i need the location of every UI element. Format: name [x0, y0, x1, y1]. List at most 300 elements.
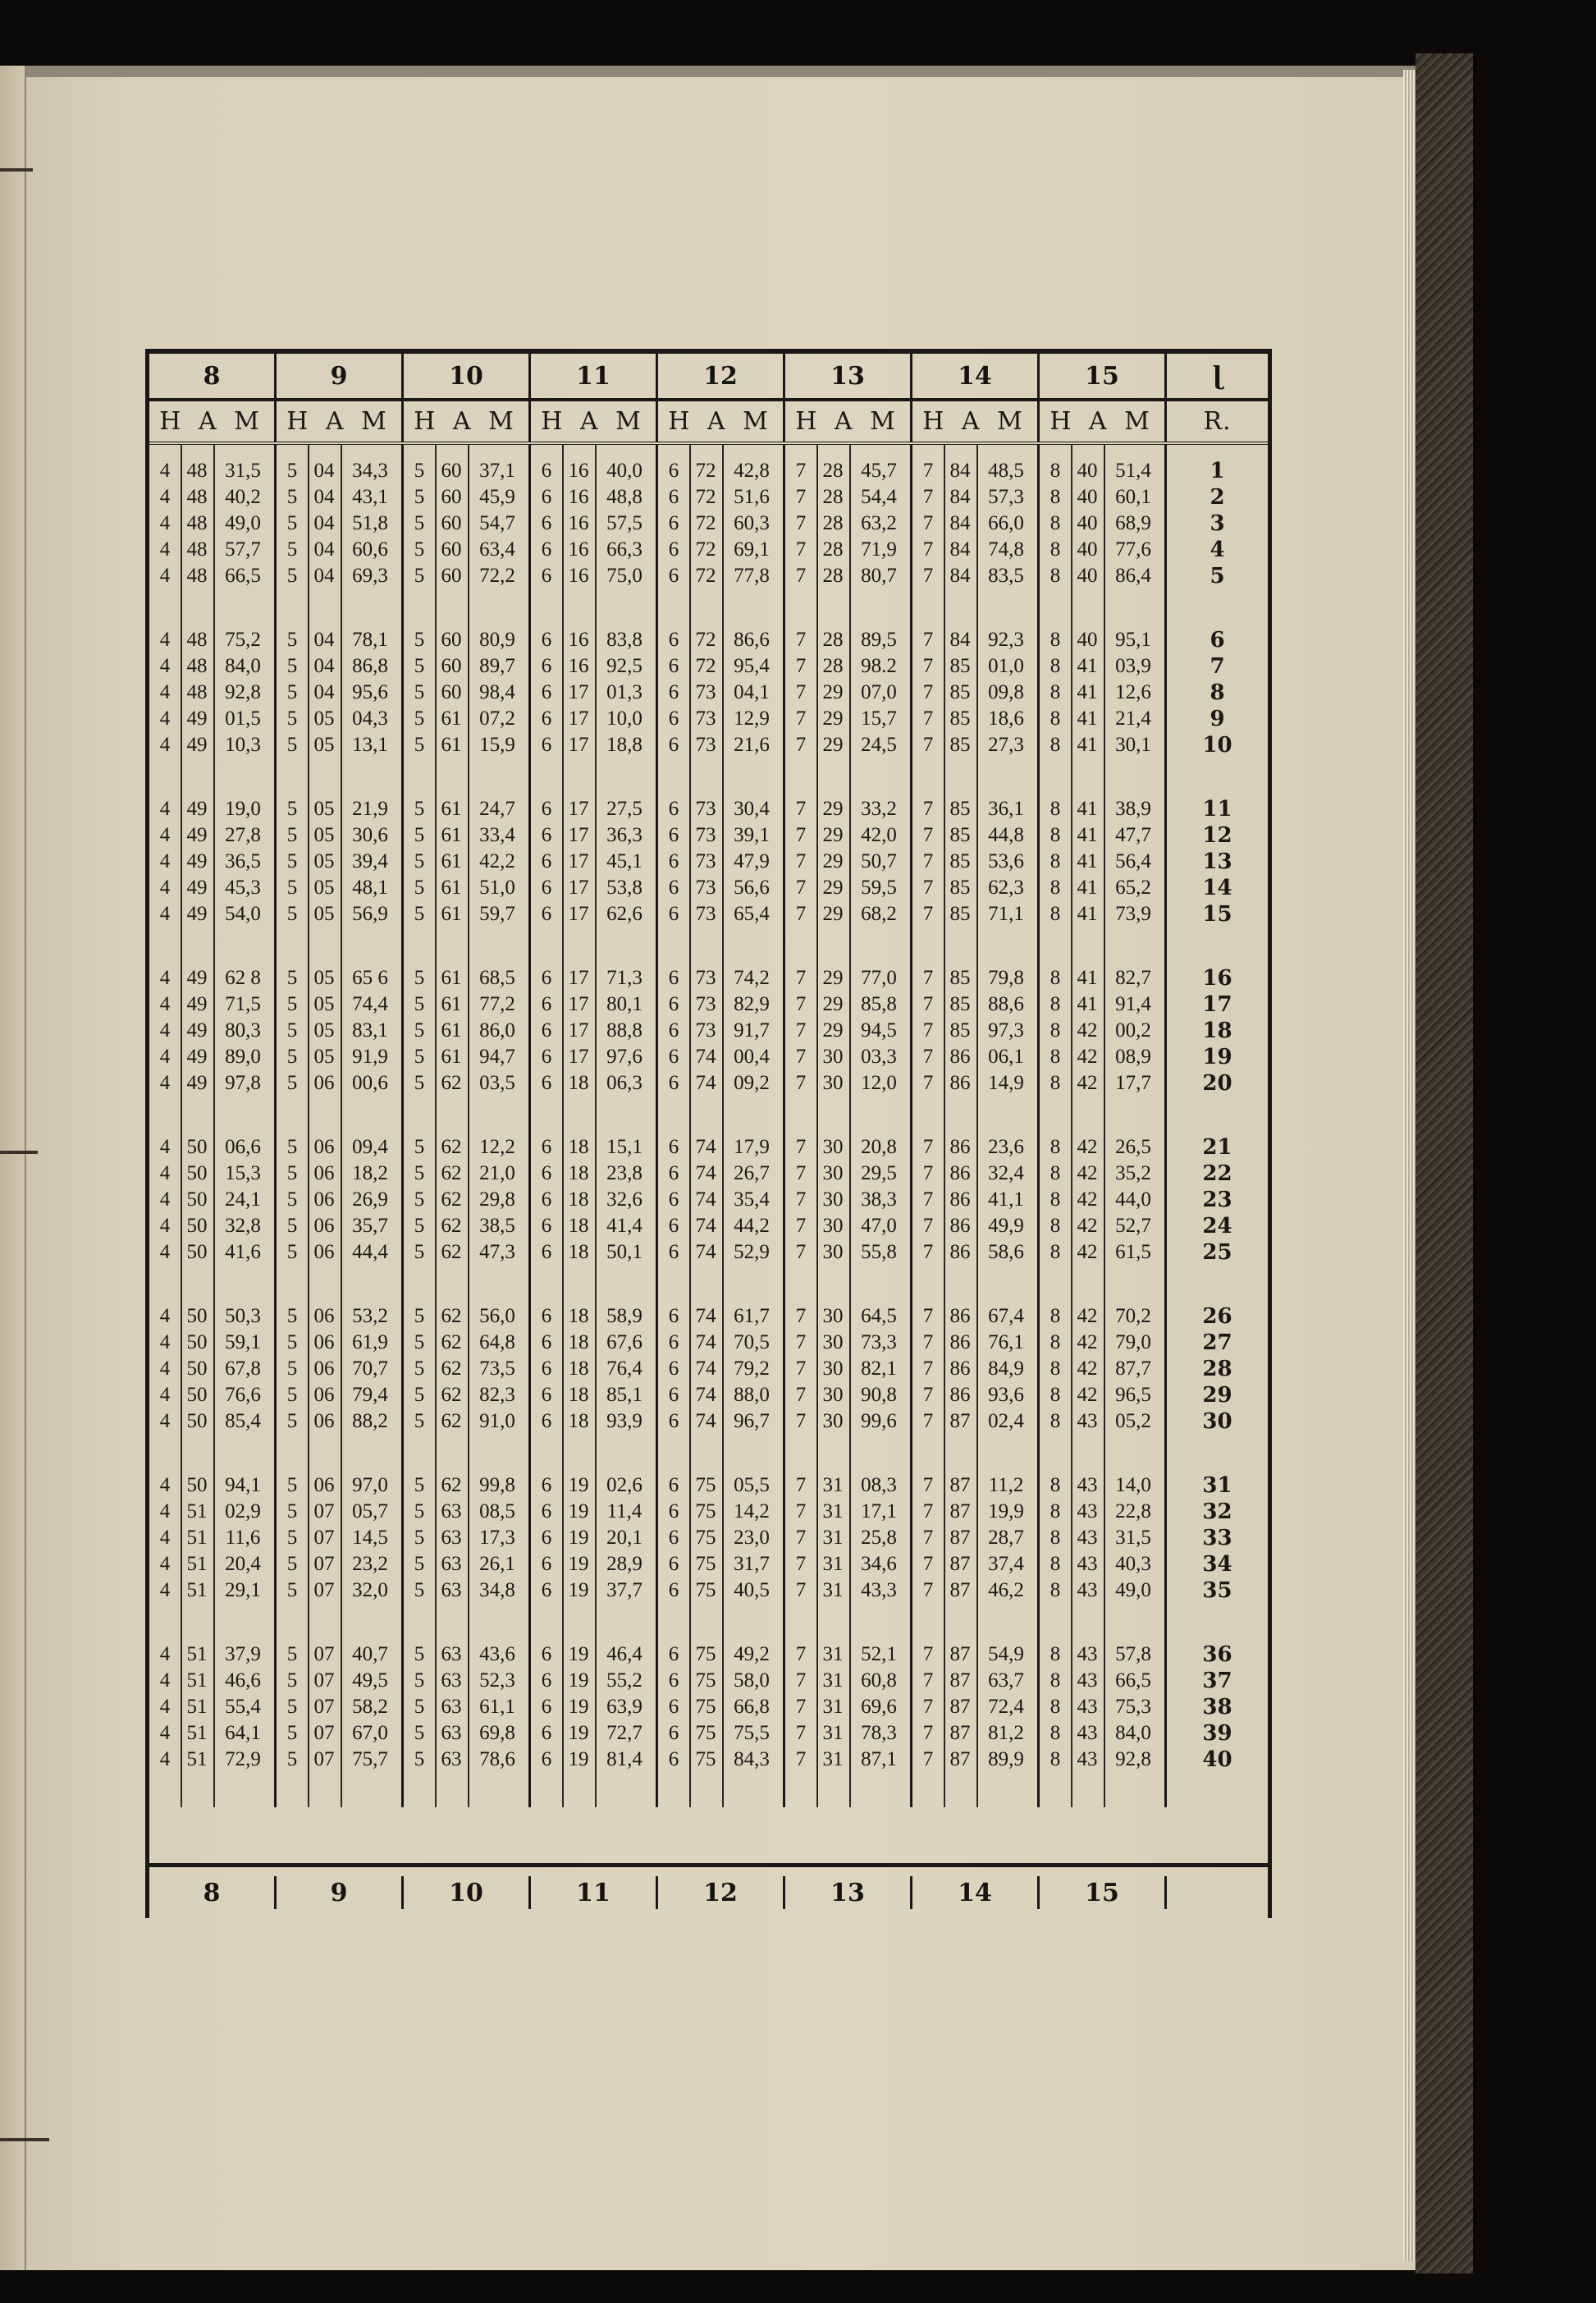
cell-h-value: 6 [668, 1748, 679, 1770]
cell-a-value: 43 [1077, 1553, 1098, 1575]
cell-m-value: 94,1 [225, 1474, 261, 1496]
cell-m-value: 12,0 [861, 1072, 897, 1094]
cell-h-value: 5 [414, 850, 425, 872]
table-row [658, 458, 785, 484]
cell-m-value: 22,8 [1115, 1500, 1151, 1522]
table-row [404, 563, 531, 589]
table-row [658, 1747, 785, 1773]
r-row [1167, 822, 1268, 849]
cell-h-value: 5 [414, 1046, 425, 1068]
sub-header-ham: H A M [149, 401, 277, 442]
r-column-block [1167, 796, 1268, 927]
cell-a-value: 62 [441, 1305, 462, 1327]
table-row [277, 965, 404, 991]
cell-a-value: 18 [568, 1410, 589, 1432]
cell-a-value: 04 [313, 486, 335, 508]
r-row [1167, 706, 1268, 732]
table-row [149, 849, 277, 875]
cell-a-value: 50 [186, 1188, 208, 1211]
cell-m-value: 35,2 [1115, 1162, 1151, 1184]
cell-h-value: 6 [541, 903, 552, 925]
cell-h-value: 7 [795, 1748, 807, 1770]
table-row [658, 1018, 785, 1044]
cell-a-value: 31 [822, 1722, 844, 1744]
table-row [1040, 1499, 1167, 1525]
cell-m-value: 85,1 [606, 1384, 643, 1406]
cell-h-value: 7 [922, 1579, 934, 1601]
cell-h-value: 4 [159, 1072, 171, 1094]
cell-m-value: 84,0 [225, 655, 261, 677]
table-row [277, 1525, 404, 1551]
cell-h-value: 7 [795, 681, 807, 703]
cell-a-value: 61 [441, 850, 462, 872]
cell-m-value: 41,1 [988, 1188, 1024, 1211]
cell-a-value: 29 [822, 681, 844, 703]
row-number: 19 [1202, 1045, 1232, 1069]
cell-a-value: 75 [695, 1696, 716, 1718]
cell-a-value: 19 [568, 1722, 589, 1744]
cell-m-value: 54,0 [225, 903, 261, 925]
table-row [149, 875, 277, 901]
cell-m-value: 37,7 [606, 1579, 643, 1601]
cell-a-value: 30 [822, 1384, 844, 1406]
cell-a-value: 50 [186, 1162, 208, 1184]
cell-h-value: 6 [668, 993, 679, 1015]
cell-a-value: 75 [695, 1748, 716, 1770]
cell-a-value: 50 [186, 1358, 208, 1380]
cell-m-value: 58,0 [734, 1669, 770, 1692]
cell-m-value: 45,3 [225, 877, 261, 899]
cell-a-value: 42 [1077, 1019, 1098, 1042]
cell-h-value: 8 [1050, 1527, 1061, 1549]
cell-m-value: 55,8 [861, 1241, 897, 1263]
cell-h-value: 5 [286, 1019, 298, 1042]
table-row [277, 1694, 404, 1720]
cell-m-value: 18,2 [352, 1162, 388, 1184]
table-row [149, 1551, 277, 1577]
column-group-header [149, 354, 1268, 401]
cell-a-value: 42 [1077, 1072, 1098, 1094]
cell-m-value: 40,2 [225, 486, 261, 508]
cell-h-value: 5 [286, 850, 298, 872]
table-column-block [785, 1303, 912, 1435]
cell-a-value: 29 [822, 824, 844, 846]
cell-m-value: 38,3 [861, 1188, 897, 1211]
table-row [785, 1720, 912, 1747]
cell-m-value: 81,2 [988, 1722, 1024, 1744]
cell-m-value: 78,6 [479, 1748, 515, 1770]
cell-h-value: 7 [795, 1019, 807, 1042]
cell-h-value: 5 [286, 460, 298, 482]
table-row [658, 1330, 785, 1356]
table-row [785, 822, 912, 849]
cell-a-value: 85 [949, 877, 971, 899]
table-row [277, 991, 404, 1018]
cell-m-value: 48,1 [352, 877, 388, 899]
r-column-label: R. [1203, 407, 1232, 436]
cell-h-value: 7 [795, 565, 807, 587]
r-row [1167, 901, 1268, 927]
cell-a-value: 50 [186, 1305, 208, 1327]
table-row [658, 1187, 785, 1213]
cell-h-value: 8 [1050, 1241, 1061, 1263]
table-column-block [785, 796, 912, 927]
cell-a-value: 16 [568, 655, 589, 677]
cell-a-value: 43 [1077, 1643, 1098, 1665]
cell-h-value: 5 [286, 1331, 298, 1353]
cell-m-value: 53,8 [606, 877, 643, 899]
cell-h-value: 7 [795, 512, 807, 534]
table-row [912, 1356, 1040, 1382]
table-column-block [785, 1472, 912, 1604]
cell-m-value: 36,5 [225, 850, 261, 872]
table-row [531, 732, 658, 758]
cell-h-value: 7 [922, 993, 934, 1015]
cell-m-value: 09,4 [352, 1136, 388, 1158]
table-row [912, 1134, 1040, 1161]
cell-m-value: 47,0 [861, 1215, 897, 1237]
cell-h-value: 7 [922, 1474, 934, 1496]
r-row [1167, 1525, 1268, 1551]
table-row [1040, 796, 1167, 822]
cell-a-value: 43 [1077, 1722, 1098, 1744]
cell-h-value: 5 [286, 1358, 298, 1380]
cell-h-value: 4 [159, 993, 171, 1015]
cell-h-value: 6 [668, 1162, 679, 1184]
table-row [658, 653, 785, 680]
table-row [531, 1018, 658, 1044]
cell-h-value: 5 [414, 1019, 425, 1042]
cell-a-value: 73 [695, 903, 716, 925]
table-row [785, 563, 912, 589]
left-page-edge [0, 66, 26, 2270]
table-row [404, 1330, 531, 1356]
cell-m-value: 50,7 [861, 850, 897, 872]
table-row [149, 1330, 277, 1356]
cell-h-value: 7 [795, 1136, 807, 1158]
cell-a-value: 19 [568, 1643, 589, 1665]
cell-h-value: 6 [668, 460, 679, 482]
cell-m-value: 66,0 [988, 512, 1024, 534]
table-row [149, 901, 277, 927]
cell-m-value: 39,4 [352, 850, 388, 872]
cell-m-value: 49,5 [352, 1669, 388, 1692]
cell-m-value: 70,5 [734, 1331, 770, 1353]
r-row [1167, 563, 1268, 589]
cell-h-value: 5 [286, 565, 298, 587]
table-row [912, 680, 1040, 706]
cell-m-value: 46,6 [225, 1669, 261, 1692]
table-row [531, 965, 658, 991]
cell-h-value: 6 [541, 1696, 552, 1718]
cell-m-value: 55,4 [225, 1696, 261, 1718]
cell-h-value: 6 [541, 1410, 552, 1432]
cell-m-value: 15,7 [861, 707, 897, 730]
cell-h-value: 5 [286, 629, 298, 651]
table-row [277, 653, 404, 680]
cell-a-value: 06 [313, 1410, 335, 1432]
cell-h-value: 8 [1050, 993, 1061, 1015]
cell-m-value: 44,8 [988, 824, 1024, 846]
cell-h-value: 6 [668, 798, 679, 820]
cell-a-value: 62 [441, 1384, 462, 1406]
cell-m-value: 68,5 [479, 967, 515, 989]
table-row [912, 1720, 1040, 1747]
cell-h-value: 4 [159, 903, 171, 925]
cell-h-value: 5 [286, 1046, 298, 1068]
cell-h-value: 4 [159, 1748, 171, 1770]
cell-a-value: 86 [949, 1331, 971, 1353]
cell-a-value: 51 [186, 1553, 208, 1575]
cell-h-value: 7 [795, 629, 807, 651]
cell-h-value: 6 [668, 1188, 679, 1211]
column-group-label: 11 [531, 354, 658, 398]
cell-a-value: 72 [695, 629, 716, 651]
cell-m-value: 23,2 [352, 1553, 388, 1575]
r-row [1167, 653, 1268, 680]
cell-h-value: 6 [668, 1579, 679, 1601]
cell-a-value: 28 [822, 629, 844, 651]
table-row [785, 1044, 912, 1070]
r-row [1167, 458, 1268, 484]
column-group-label: 13 [785, 354, 912, 398]
cell-a-value: 17 [568, 993, 589, 1015]
table-row [404, 991, 531, 1018]
cell-a-value: 30 [822, 1136, 844, 1158]
cell-m-value: 52,7 [1115, 1215, 1151, 1237]
cell-m-value: 79,4 [352, 1384, 388, 1406]
cell-a-value: 19 [568, 1553, 589, 1575]
cell-m-value: 94,5 [861, 1019, 897, 1042]
cell-h-value: 6 [541, 707, 552, 730]
sub-header-ham: H A M [912, 401, 1040, 442]
cell-a-value: 07 [313, 1527, 335, 1549]
table-row [1040, 653, 1167, 680]
cell-m-value: 58,2 [352, 1696, 388, 1718]
cell-a-value: 73 [695, 1019, 716, 1042]
cell-m-value: 88,6 [988, 993, 1024, 1015]
cell-m-value: 80,7 [861, 565, 897, 587]
cell-a-value: 05 [313, 993, 335, 1015]
table-row [531, 1641, 658, 1668]
cell-h-value: 7 [795, 1722, 807, 1744]
cell-a-value: 48 [186, 681, 208, 703]
table-column-block [277, 1472, 404, 1604]
cell-m-value: 11,6 [225, 1527, 261, 1549]
row-number: 30 [1202, 1409, 1232, 1434]
cell-h-value: 4 [159, 460, 171, 482]
cell-m-value: 56,0 [479, 1305, 515, 1327]
cell-h-value: 5 [414, 734, 425, 756]
cell-h-value: 6 [541, 565, 552, 587]
cell-a-value: 85 [949, 824, 971, 846]
cell-m-value: 71,9 [861, 538, 897, 561]
cell-m-value: 62,3 [988, 877, 1024, 899]
cell-a-value: 05 [313, 824, 335, 846]
cell-h-value: 6 [668, 1072, 679, 1094]
cell-m-value: 02,9 [225, 1500, 261, 1522]
cell-h-value: 8 [1050, 1579, 1061, 1601]
table-row [277, 627, 404, 653]
table-row [277, 1747, 404, 1773]
cell-a-value: 40 [1077, 565, 1098, 587]
cell-m-value: 56,9 [352, 903, 388, 925]
cell-a-value: 04 [313, 565, 335, 587]
cell-a-value: 73 [695, 734, 716, 756]
table-column-block [531, 1303, 658, 1435]
row-number: 25 [1202, 1240, 1232, 1265]
cell-h-value: 6 [668, 877, 679, 899]
cell-h-value: 5 [414, 681, 425, 703]
table-row [785, 484, 912, 511]
cell-a-value: 49 [186, 967, 208, 989]
cell-h-value: 5 [286, 824, 298, 846]
cell-h-value: 5 [286, 1500, 298, 1522]
table-row [658, 1551, 785, 1577]
cell-m-value: 01,0 [988, 655, 1024, 677]
table-row [404, 1641, 531, 1668]
table-row [658, 627, 785, 653]
cell-a-value: 49 [186, 707, 208, 730]
table-row [404, 1018, 531, 1044]
cell-h-value: 7 [795, 1553, 807, 1575]
cell-h-value: 5 [414, 1215, 425, 1237]
cell-m-value: 51,0 [479, 877, 515, 899]
cell-a-value: 75 [695, 1527, 716, 1549]
cell-m-value: 61,5 [1115, 1241, 1151, 1263]
row-number: 31 [1202, 1473, 1232, 1498]
cell-a-value: 05 [313, 967, 335, 989]
cell-m-value: 40,0 [606, 460, 643, 482]
cell-m-value: 76,1 [988, 1331, 1024, 1353]
table-row [785, 1694, 912, 1720]
cell-m-value: 00,2 [1115, 1019, 1151, 1042]
cell-a-value: 85 [949, 707, 971, 730]
cell-h-value: 4 [159, 629, 171, 651]
cell-a-value: 18 [568, 1358, 589, 1380]
cell-m-value: 26,5 [1115, 1136, 1151, 1158]
table-row [277, 1330, 404, 1356]
table-row [912, 1330, 1040, 1356]
table-row [149, 458, 277, 484]
cell-m-value: 37,1 [479, 460, 515, 482]
cell-h-value: 8 [1050, 655, 1061, 677]
cell-a-value: 31 [822, 1527, 844, 1549]
cell-h-value: 6 [668, 734, 679, 756]
table-row [1040, 1213, 1167, 1239]
table-row [785, 796, 912, 822]
cell-h-value: 4 [159, 1305, 171, 1327]
table-row [531, 1070, 658, 1097]
cell-m-value: 51,8 [352, 512, 388, 534]
cell-m-value: 56,6 [734, 877, 770, 899]
table-row [531, 1213, 658, 1239]
table-row [785, 1551, 912, 1577]
cell-m-value: 84,3 [734, 1748, 770, 1770]
cell-m-value: 27,3 [988, 734, 1024, 756]
table-row [531, 627, 658, 653]
cell-m-value: 62 8 [225, 967, 261, 989]
column-group-label: 9 [277, 354, 404, 398]
table-row [404, 1356, 531, 1382]
cell-m-value: 86,8 [352, 655, 388, 677]
r-row [1167, 1018, 1268, 1044]
cell-a-value: 50 [186, 1474, 208, 1496]
table-footer [145, 1867, 1272, 1918]
cell-h-value: 7 [922, 629, 934, 651]
table-column-block [912, 1472, 1040, 1604]
cell-m-value: 88,0 [734, 1384, 770, 1406]
cell-m-value: 03,5 [479, 1072, 515, 1094]
cell-h-value: 4 [159, 1136, 171, 1158]
cell-h-value: 7 [795, 1500, 807, 1522]
cell-m-value: 92,5 [606, 655, 643, 677]
table-column-block [658, 458, 785, 589]
cell-h-value: 5 [286, 734, 298, 756]
table-column-block [1040, 965, 1167, 1097]
cell-m-value: 20,1 [606, 1527, 643, 1549]
cell-m-value: 68,9 [1115, 512, 1151, 534]
cell-m-value: 82,7 [1115, 967, 1151, 989]
table-row [785, 653, 912, 680]
table-column-block [658, 1303, 785, 1435]
cell-a-value: 86 [949, 1072, 971, 1094]
cell-m-value: 57,5 [606, 512, 643, 534]
cell-m-value: 24,1 [225, 1188, 261, 1211]
cell-h-value: 7 [795, 798, 807, 820]
cell-a-value: 51 [186, 1500, 208, 1522]
cell-a-value: 30 [822, 1305, 844, 1327]
cell-a-value: 17 [568, 798, 589, 820]
cell-h-value: 5 [414, 1696, 425, 1718]
cell-m-value: 21,0 [479, 1162, 515, 1184]
cell-a-value: 61 [441, 824, 462, 846]
table-row [912, 1747, 1040, 1773]
cell-m-value: 07,2 [479, 707, 515, 730]
cell-a-value: 17 [568, 824, 589, 846]
cell-m-value: 31,7 [734, 1553, 770, 1575]
cell-m-value: 64,8 [479, 1331, 515, 1353]
cell-a-value: 86 [949, 1162, 971, 1184]
table-column-block [1040, 1641, 1167, 1773]
cell-h-value: 4 [159, 1474, 171, 1496]
cell-m-value: 27,5 [606, 798, 643, 820]
cell-h-value: 5 [414, 460, 425, 482]
table-row [149, 1641, 277, 1668]
cell-h-value: 7 [795, 1046, 807, 1068]
cell-h-value: 5 [286, 1748, 298, 1770]
table-row [277, 484, 404, 511]
cell-a-value: 49 [186, 1046, 208, 1068]
table-row [785, 1382, 912, 1408]
cell-h-value: 7 [922, 903, 934, 925]
cell-h-value: 6 [668, 1500, 679, 1522]
table-column-block [149, 796, 277, 927]
cell-h-value: 7 [795, 1072, 807, 1094]
cell-m-value: 37,9 [225, 1643, 261, 1665]
table-column-block [785, 965, 912, 1097]
cell-h-value: 6 [668, 1358, 679, 1380]
cell-m-value: 01,5 [225, 707, 261, 730]
binding-thread-mark [0, 2138, 49, 2141]
cell-h-value: 7 [922, 1358, 934, 1380]
cell-a-value: 16 [568, 629, 589, 651]
cell-a-value: 06 [313, 1241, 335, 1263]
cell-h-value: 8 [1050, 1215, 1061, 1237]
cell-a-value: 16 [568, 460, 589, 482]
cell-m-value: 73,9 [1115, 903, 1151, 925]
cell-a-value: 73 [695, 850, 716, 872]
